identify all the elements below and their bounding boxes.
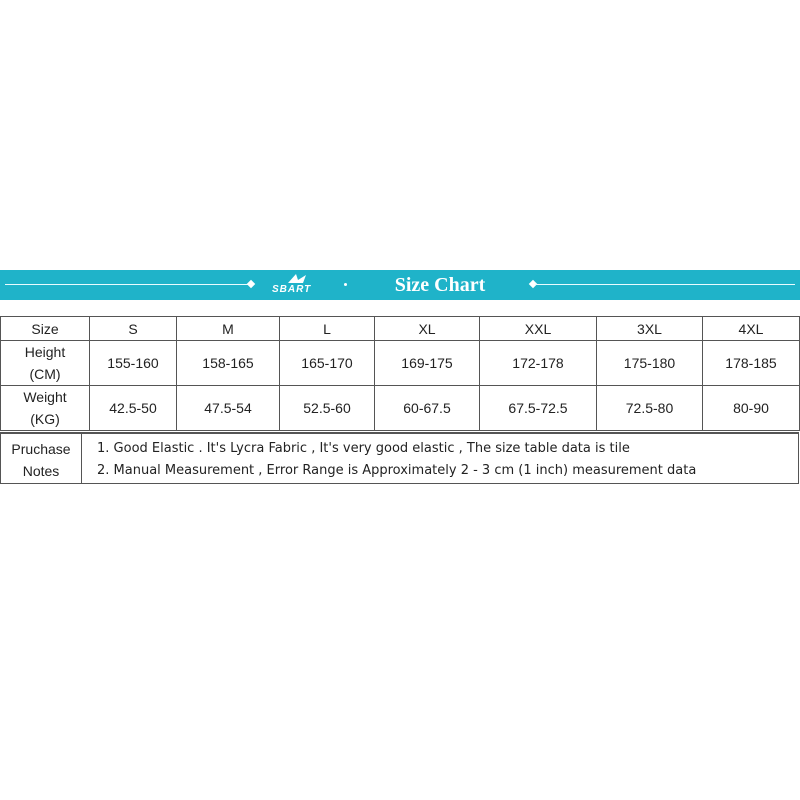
table-cell: 172-178: [480, 341, 597, 386]
table-cell: 178-185: [703, 341, 800, 386]
note-line: 2. Manual Measurement , Error Range is Approximately 2 - 3 cm (1 inch) measurement data: [97, 463, 697, 478]
weight-label: [1, 386, 90, 431]
banner-title: Size Chart: [394, 274, 486, 296]
notes-label-line: Notes: [22, 463, 60, 479]
table-cell: 67.5-72.5: [480, 386, 597, 431]
size-chart-banner: [0, 270, 800, 300]
weight-row: [1, 386, 800, 431]
header-cell: S: [90, 317, 177, 341]
banner-divider-left: [5, 284, 250, 285]
table-cell: 158-165: [177, 341, 280, 386]
banner-divider-right: [535, 284, 795, 285]
table-cell: 60-67.5: [375, 386, 480, 431]
header-cell: XL: [375, 317, 480, 341]
table-cell: 165-170: [280, 341, 375, 386]
brand-name: SBART: [272, 284, 312, 295]
table-cell: 47.5-54: [177, 386, 280, 431]
size-header-row: [1, 317, 800, 341]
notes-label-line: Pruchase: [11, 441, 71, 457]
weight-unit: (KG): [30, 411, 60, 427]
height-label: [1, 341, 90, 386]
header-cell: XXL: [480, 317, 597, 341]
height-unit: (CM): [29, 366, 61, 382]
table-cell: 72.5-80: [597, 386, 703, 431]
header-cell: Size: [1, 317, 90, 341]
table-cell: 175-180: [597, 341, 703, 386]
note-line: 1. Good Elastic . It's Lycra Fabric , It's very good elastic , The size table data is tile: [97, 441, 630, 456]
height-row: [1, 341, 800, 386]
purchase-notes: [0, 432, 799, 484]
table-cell: 80-90: [703, 386, 800, 431]
notes-label: [1, 434, 82, 484]
table-cell: 52.5-60: [280, 386, 375, 431]
size-table: [0, 316, 800, 431]
notes-body: [97, 438, 787, 482]
header-cell: L: [280, 317, 375, 341]
brand-logo: [270, 272, 340, 298]
table-cell: 169-175: [375, 341, 480, 386]
dot-icon: [344, 283, 347, 286]
header-cell: 4XL: [703, 317, 800, 341]
table-cell: 155-160: [90, 341, 177, 386]
table-cell: 42.5-50: [90, 386, 177, 431]
height-label-line: Height: [24, 344, 66, 360]
header-cell: M: [177, 317, 280, 341]
header-cell: 3XL: [597, 317, 703, 341]
diamond-left-icon: [247, 280, 255, 288]
weight-label-line: Weight: [23, 389, 67, 405]
